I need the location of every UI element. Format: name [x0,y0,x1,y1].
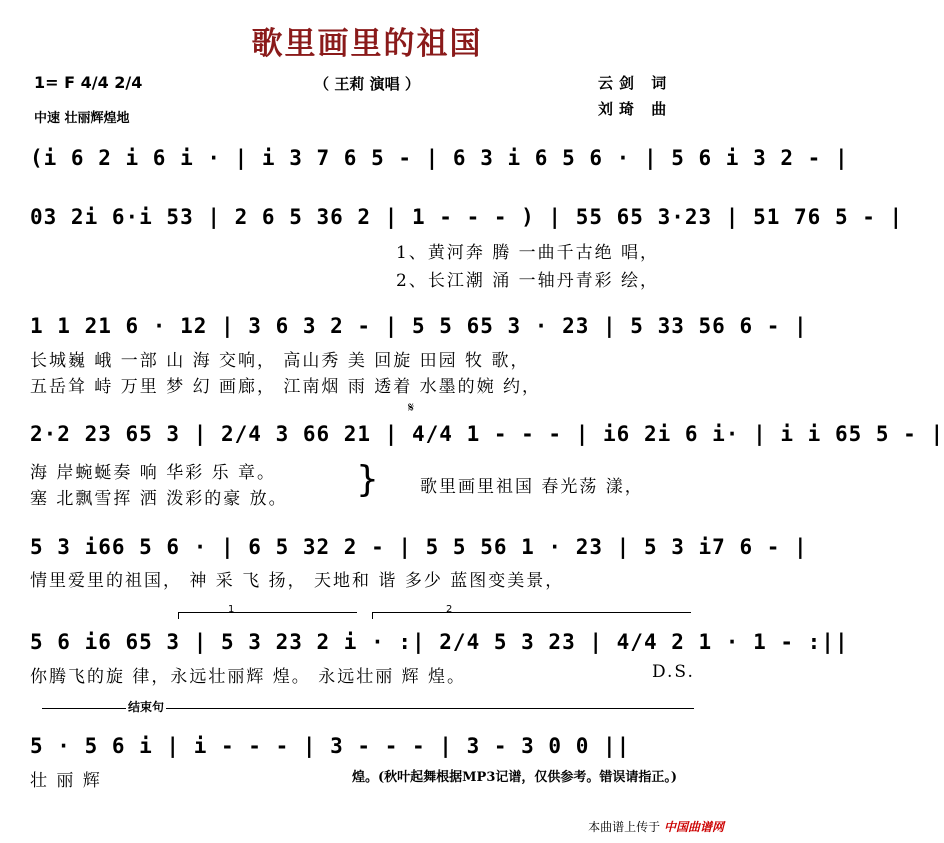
brace-icon: } [356,459,379,500]
lyric-row-6: 你腾飞的旋 律，永远壮丽辉 煌。 永远壮丽 辉 煌。 [30,667,467,687]
lyricist: 云剑 词 [598,74,673,92]
volta-bracket-2 [372,612,691,619]
lyric-row-2-verse-2: 2、长江潮 涌 一轴丹青彩 绘， [396,271,660,291]
lyric-row-5: 情里爱里的祖国， 神 采 飞 扬， 天地和 谐 多少 蓝图变美景， [30,571,565,591]
lyric-row-7-left: 壮 丽 辉 [30,771,102,791]
lyric-row-7-right: 煌。(秋叶起舞根据MP3记谱，仅供参考。错误请指正。) [352,770,678,785]
tempo-marking: 中速 壮丽辉煌地 [34,111,130,126]
notation-row-2: 03 2i 6·i 53 | 2 6 5 36 2 | 1 - - - ) | 55 65 3·23 | 51 76 5 - | [30,205,904,229]
performer: （ 王莉 演唱 ） [314,75,420,93]
notation-row-6: 5 6 i6 65 3 | 5 3 23 2 i · :| 2/4 5 3 23 | 4/4 2 1 · 1 - :|| [30,630,849,654]
lyric-row-3-verse-2: 五岳耸 峙 万里 梦 幻 画廊， 江南烟 雨 透着 水墨的婉 约， [30,377,542,397]
segno-icon: 𝄋 [408,400,415,416]
composer: 刘琦 曲 [598,100,673,118]
volta-bracket-1 [178,612,357,619]
key-signature: 1= F 4/4 2/4 [34,73,143,92]
chorus-lyric: 歌里画里祖国 春光荡 漾， [420,477,644,497]
lyric-row-3-verse-1: 长城巍 峨 一部 山 海 交响， 高山秀 美 回旋 田园 牧 歌， [30,351,530,371]
song-title: 歌里画里的祖国 [251,26,483,62]
upload-footer [588,818,724,835]
volta-number-2: 2 [446,604,453,615]
upload-text: 本曲谱上传于 [588,820,661,834]
notation-row-1: (i 6 2 i 6 i · | i 3 7 6 5 - | 6 3 i 6 5 6 · | 5 6 i 3 2 - | [30,146,849,170]
notation-row-5: 5 3 i66 5 6 · | 6 5 32 2 - | 5 5 56 1 · 23 | 5 3 i7 6 - | [30,535,808,559]
ending-label: 结束句 [128,700,165,714]
volta-number-1: 1 [228,604,235,615]
notation-row-3: 1 1 21 6 · 12 | 3 6 3 2 - | 5 5 65 3 · 23 | 5 33 56 6 - | [30,314,808,338]
lyric-row-2-verse-1: 1、黄河奔 腾 一曲千古绝 唱， [396,243,660,263]
lyric-row-4-verse-1: 海 岸蜿蜒奏 响 华彩 乐 章。 [30,463,277,483]
site-logo[interactable]: 中国曲谱网 [663,820,724,834]
notation-row-7: 5 · 5 6 i | i - - - | 3 - - - | 3 - 3 0 0 || [30,734,631,758]
lyric-row-4-verse-2: 塞 北飘雪挥 洒 泼彩的豪 放。 [30,489,288,509]
dal-segno-mark: D.S. [652,662,695,682]
notation-row-4: 2·2 23 65 3 | 2/4 3 66 21 | 4/4 1 - - - | i6 2i 6 i· | i i 65 5 - | [30,422,944,446]
